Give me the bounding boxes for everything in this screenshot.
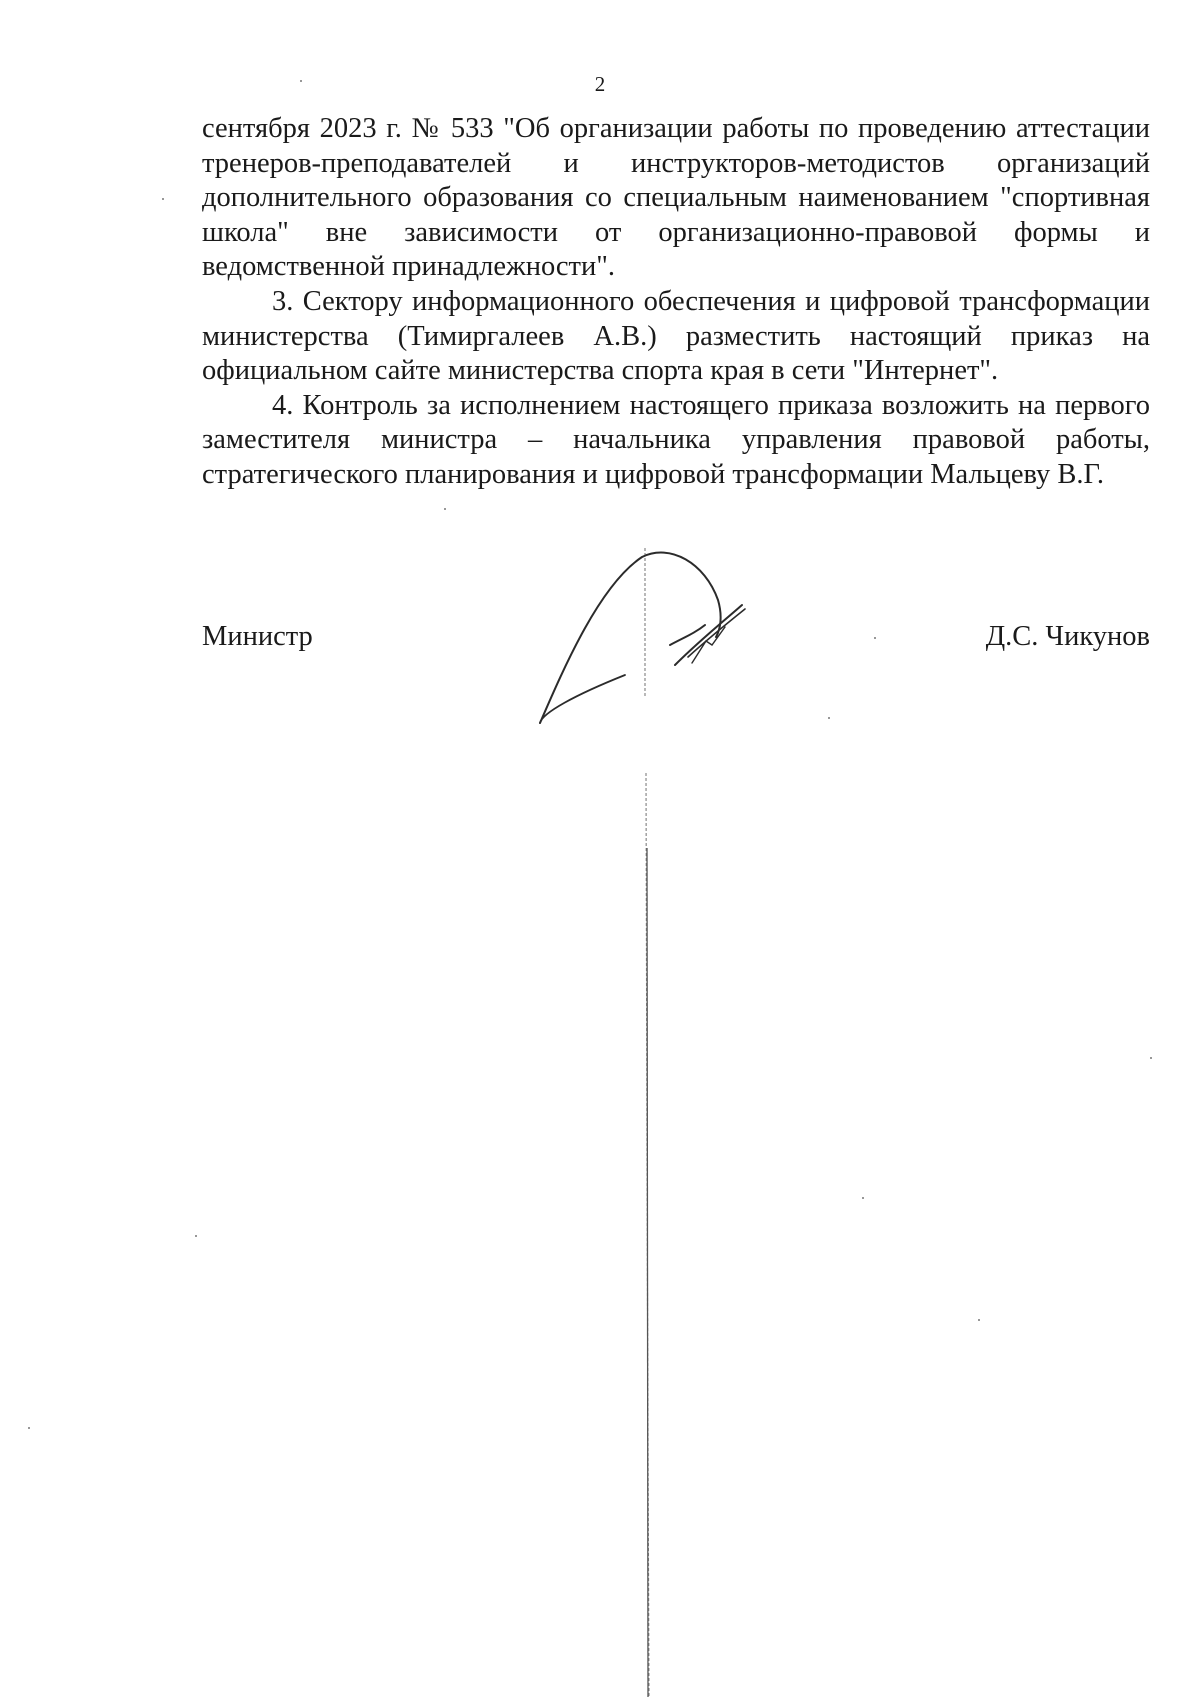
paragraph-item-4: 4. Контроль за исполнением настоящего приказа возложить на первого заместителя министра – начальника управления правовой работы, стратегического планирования и цифровой трансформации Мальцеву В.Г.: [202, 389, 1150, 490]
scan-speck: [874, 637, 876, 639]
document-body: [202, 112, 1150, 493]
scan-speck: [1150, 1057, 1152, 1059]
page-number: 2: [594, 72, 606, 96]
signer-name: Д.С. Чикунов: [985, 621, 1150, 652]
scan-speck: [28, 1427, 30, 1429]
paragraph-item-3: 3. Сектору информационного обеспечения и цифровой трансформации министерства (Тимиргалеев А.В.) разместить настоящий приказ на официальном сайте министерства спорта края в сети "Интернет".: [202, 285, 1150, 387]
scan-speck: [828, 717, 830, 719]
signer-title: Министр: [202, 621, 313, 652]
scan-speck: [978, 1319, 980, 1321]
scan-speck: [300, 80, 302, 82]
paragraph-continuation: сентября 2023 г. № 533 "Об организации работы по проведению аттестации тренеров-преподавателей и инструкторов-методистов организаций дополнительного образования со специальным наименованием "спортивная школа" вне зависимости от организационно-правовой формы и ведомственной принадлежности".: [202, 113, 1150, 283]
scan-speck: [195, 1235, 197, 1237]
scan-speck: [162, 198, 164, 200]
scan-speck: [862, 1197, 864, 1199]
handwritten-signature: [520, 545, 780, 745]
scan-speck: [444, 508, 446, 510]
